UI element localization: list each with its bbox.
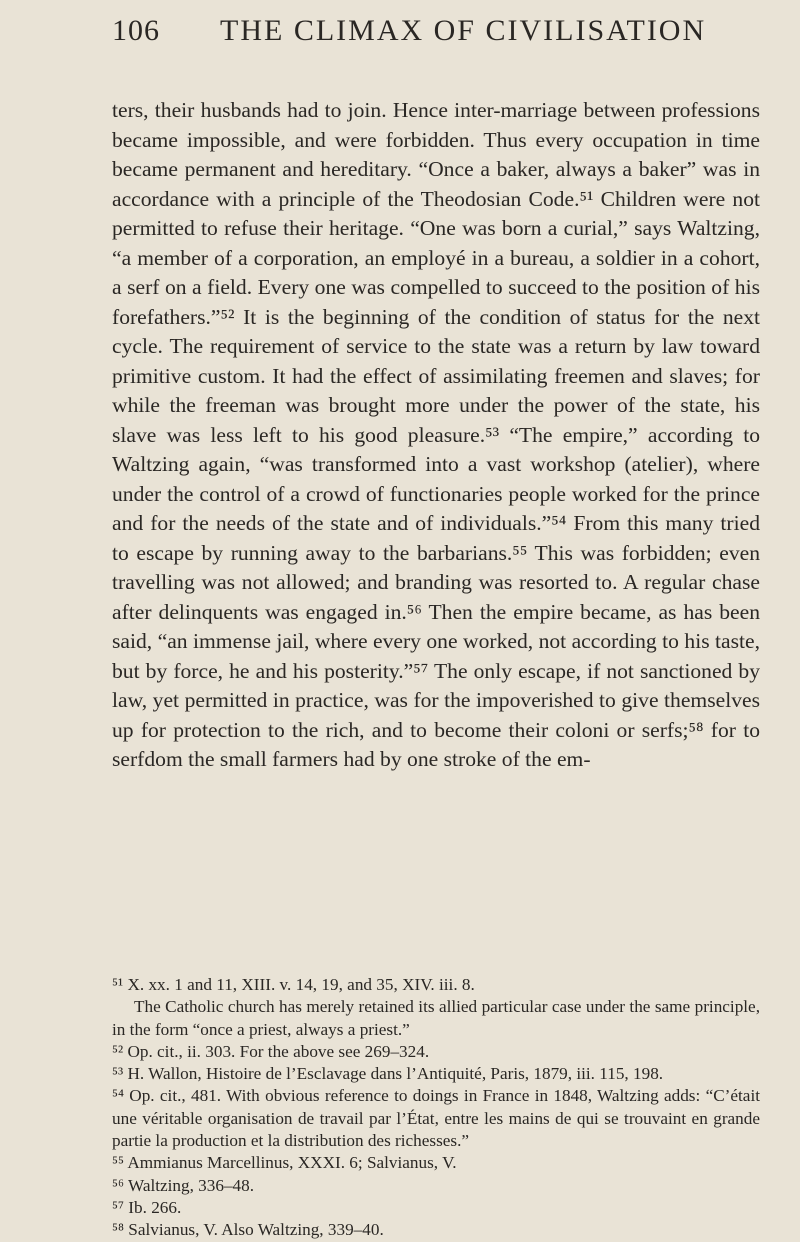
page-header xyxy=(112,14,712,54)
footnote-53: ⁵³ H. Wallon, Histoire de l’Esclavage dans l’Antiquité, Paris, 1879, iii. 115, 198. xyxy=(112,1064,664,1084)
body-paragraph: ters, their husbands had to join. Hence inter-marriage between professions became impossible, and were forbidden. Thus every occupation in time became permanent and hereditary. “Once a baker, always a baker” was in accordance with a principle of the Theodosian Code.⁵¹ Children were not permitted to refuse their heritage. “One was born a curial,” says Waltzing, “a member of a corporation, an employé in a bureau, a soldier in a cohort, a serf on a field. Every one was compelled to succeed to the position of his forefathers.”⁵² It is the beginning of the condition of status for the next cycle. The requirement of service to the state was a return by law toward primitive custom. It had the effect of assimilating freemen and slaves; for while the freeman was brought more under the power of the state, his slave was less left to his good pleasure.⁵³ “The empire,” according to Waltzing again, “was transformed into a vast workshop (atelier), where under the control of a crowd of functionaries people worked for the prince and for the needs of the state and of individuals.”⁵⁴ From this many tried to escape by running away to the barbarians.⁵⁵ This was forbidden; even travelling was not allowed; and branding was resorted to. A regular chase after delinquents was engaged in.⁵⁶ Then the empire became, as has been said, “an immense jail, where every one worked, not according to his taste, but by force, he and his posterity.”⁵⁷ The only escape, if not sanctioned by law, yet permitted in practice, was for the impoverished to give themselves up for protection to the rich, and to become their coloni or serfs;⁵⁸ for to serfdom the small farmers had by one stroke of the em- xyxy=(112,98,760,771)
page-number: 106 xyxy=(112,14,160,47)
footnote-58: ⁵⁸ Salvianus, V. Also Waltzing, 339–40. xyxy=(112,1220,384,1240)
running-head: THE CLIMAX OF CIVILISATION xyxy=(220,14,707,47)
footnotes xyxy=(112,974,760,1242)
footnote-56: ⁵⁶ Waltzing, 336–48. xyxy=(112,1175,255,1195)
footnote-51-continued: The Catholic church has merely retained its allied particular case under the same principle, in the form “once a priest, always a priest.” xyxy=(112,997,760,1039)
main-text xyxy=(112,96,760,775)
footnote-55: ⁵⁵ Ammianus Marcellinus, XXXI. 6; Salvianus, V. xyxy=(112,1153,457,1173)
footnote-51: ⁵¹ X. xx. 1 and 11, XIII. v. 14, 19, and 35, XIV. iii. 8. xyxy=(112,975,475,994)
footnote-52: ⁵² Op. cit., ii. 303. For the above see 269–324. xyxy=(112,1041,430,1061)
footnote-54: ⁵⁴ Op. cit., 481. With obvious reference to doings in France in 1848, Waltzing adds: “C’était une véritable organisation de travail par l’État, entre les mains de qui se trouvaint en grande partie la production et la distribution des richesses.” xyxy=(112,1086,760,1151)
footnote-57: ⁵⁷ Ib. 266. xyxy=(112,1197,182,1217)
